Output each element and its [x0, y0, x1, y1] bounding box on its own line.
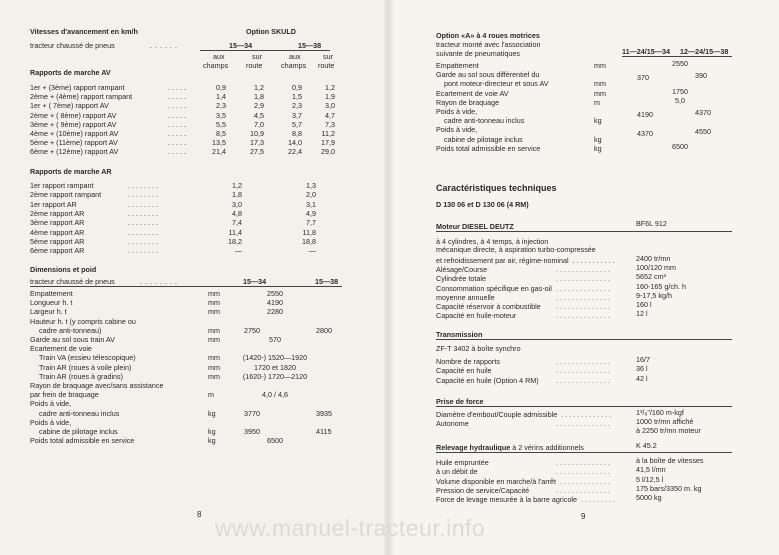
opt-row-label: Ecartement de voie AV [436, 88, 509, 98]
opt-unit: kg [594, 134, 602, 144]
dim-unit: m [208, 390, 214, 400]
trans-spec-value: 42 l [636, 373, 648, 383]
trans-spec-label: Nombre de rapports [436, 357, 500, 366]
ar-value: 11,8 [302, 227, 316, 237]
opt-row-label: cadre anti-tonneau inclus [444, 116, 525, 126]
dim-row-label: Empattement [30, 289, 73, 298]
dot-leader: . . . . . . . . . . . . . . [556, 302, 610, 311]
opt-unit: mm [594, 79, 606, 89]
av-value: 17,3 [250, 138, 264, 148]
av-value: 2,3 [216, 101, 226, 111]
ar-row-label: 4ème rapport AR [30, 227, 85, 237]
dot-leader: . . . . . . . . . . . . . . [556, 458, 610, 467]
dim-unit: mm [208, 325, 220, 335]
tech-title: Caractéristiques techniques [436, 183, 557, 193]
ar-row-label: 2ème rapport rampant [30, 190, 102, 200]
dim-value-a: 3950 [244, 427, 260, 436]
dot-leader: . . . . . [168, 129, 186, 138]
pto-spec-value: 1000 tr/mn affiché [636, 417, 694, 426]
dim-row-label: Poids à vide, [30, 417, 72, 427]
dot-leader: . . . . . . . . . . . [572, 256, 615, 265]
opt-row-label: Garde au sol sous différentiel du [436, 70, 540, 80]
ar-value: 18,2 [228, 236, 242, 246]
dot-leader: . . . . . . . . [128, 181, 158, 190]
trans-spec-label: Capacité en huile [436, 366, 492, 376]
engine-spec-value: 12 l [636, 309, 648, 319]
dim-value-b: 2800 [316, 325, 332, 335]
pto-spec-label: Autonome [436, 419, 469, 428]
tire-combo-2: 12—24/15—38 [680, 47, 729, 56]
dot-leader: . . . . . . . . . . . . . . [556, 292, 610, 302]
col-sur-1: sur [252, 52, 262, 61]
hyd-spec-label: Pression de service/Capacité [436, 485, 530, 495]
dim-rule [30, 286, 342, 287]
hyd-rule [436, 452, 732, 453]
opt-value-mid: 2550 [672, 59, 688, 68]
dim-title: Dimensions et poid [30, 265, 97, 274]
opt-value-a: 370 [637, 73, 649, 83]
dots: ........ [140, 277, 180, 286]
av-value: 5,5 [216, 119, 226, 129]
hyd-model: K 45.2 [636, 441, 657, 450]
option-4rm-title: Option «A» à 4 roues motrices [436, 31, 540, 40]
dim-row-label: Train VA (essieu télescopique) [39, 353, 136, 363]
hyd-spec-label: Volume disponible en marche/à l'arrêt [436, 476, 557, 486]
ar-row-label: 6ème rapport AR [30, 246, 85, 256]
dot-leader: . . . . . . . . . . . . . [560, 476, 610, 486]
hyd-spec-value: 5 l/12,5 l [636, 474, 664, 484]
engine-spec-label: Capacité en huile-moteur [436, 311, 517, 321]
speed-title: Vitesses d'avancement en km/h [30, 27, 138, 36]
dim-value-mid: 4190 [267, 298, 283, 308]
ar-value: 3,0 [232, 199, 242, 209]
opt-row-label: Poids total admissible en service [436, 143, 541, 153]
tractor-label: tracteur chaussé de pneus [30, 41, 115, 50]
hyd-spec-value: 175 bars/3350 m. kg [636, 483, 702, 493]
av-value: 3,7 [292, 110, 302, 120]
ar-value: — [308, 246, 316, 256]
dim-value-b: 4115 [316, 427, 332, 436]
av-value: 8,5 [216, 129, 226, 138]
dot-leader: . . . . . . . . . . . . . . [556, 311, 610, 321]
dot-leader: . . . . . . . . [128, 236, 158, 246]
av-value: 4,7 [325, 110, 335, 120]
dim-value-mid: (1620-) 1720—2120 [242, 371, 308, 381]
dim-row-label: Largeur h. t [30, 307, 67, 317]
av-value: 1,2 [325, 83, 335, 92]
dot-leader: . . . . . [168, 119, 186, 129]
hyd-title: Relevage hydraulique [436, 443, 511, 452]
page-number-left: 8 [197, 510, 202, 519]
dim-unit: kg [208, 408, 216, 418]
ar-value: 1,8 [232, 190, 242, 200]
dim-value-mid: 1720 et 1820 [254, 362, 296, 372]
hyd-spec-label: Huile empruntée [436, 458, 489, 467]
ar-row-label: 3ème rapport AR [30, 218, 85, 228]
av-value: 1,5 [292, 92, 302, 102]
engine-spec-value: 100/120 mm [636, 263, 676, 273]
book-gutter [384, 0, 394, 555]
av-value: 5,7 [292, 119, 302, 129]
col-aux-1: aux [213, 52, 225, 61]
right-header-rule [622, 56, 732, 57]
opt-value-b: 4370 [695, 108, 711, 118]
hyd-suffix: à 2 vérins additionnels [512, 443, 584, 452]
dots: ...... [150, 41, 180, 50]
hyd-spec-value: à la boîte de vitesses [636, 456, 704, 465]
ar-row-label: 2ème rapport AR [30, 208, 85, 218]
av-row-label: 6ème + (12ème) rapport AV [30, 147, 119, 157]
hyd-spec-label: Force de levage mesurée à la barre agricole [436, 495, 578, 505]
page-number-right: 9 [581, 512, 586, 521]
dim-row-label: par frein de braquage [30, 390, 99, 400]
pto-title: Prise de force [436, 397, 484, 406]
av-value: 7,0 [254, 119, 264, 129]
dim-row-label: Rayon de braquage avec/sans assistance [30, 381, 164, 390]
tire-15-38: 15—38 [298, 41, 322, 50]
trans-spec-label: Capacité en huile (Option 4 RM) [436, 375, 539, 385]
dim-row-label: Hauteur h. t (y compris cabine ou [30, 316, 136, 326]
dot-leader: . . . . . [168, 83, 186, 92]
av-value: 22,4 [288, 147, 302, 157]
opt-value-mid: 5,0 [675, 95, 685, 105]
header-rule [200, 50, 330, 51]
dim-row-label: cadre anti-tonneau) [39, 325, 102, 335]
pto-spec-value: à 2250 tr/mn moteur [636, 426, 701, 435]
dim-unit: mm [208, 335, 220, 344]
av-row-label: 2ème + (4ème) rapport rampant [30, 92, 133, 102]
models-line: D 130 06 et D 130 06 (4 RM) [436, 200, 529, 209]
ar-title: Rapports de marche AR [30, 167, 112, 176]
ar-value: — [234, 246, 242, 256]
col-sur-2: sur [323, 52, 333, 61]
dim-row-label: Garde au sol sous train AV [30, 335, 115, 344]
dot-leader: . . . . . . . . [128, 208, 158, 218]
av-value: 1,4 [216, 92, 226, 102]
trans-spec-value: 36 l [636, 364, 648, 374]
dim-tractor-label: tracteur chaussé de pneus [30, 277, 115, 286]
col-champs-1: champs [203, 61, 229, 70]
engine-spec-value: 9-17,5 kg/h [636, 290, 672, 300]
av-value: 3,0 [325, 101, 335, 111]
opt-row-label: Rayon de braquage [436, 97, 500, 107]
engine-spec-label: Consommation spécifique en gas-oil [436, 283, 552, 293]
ar-value: 4,9 [306, 208, 316, 218]
dot-leader: . . . . . . . . . . . . . . [556, 375, 610, 385]
engine-spec-label: Alésage/Course [436, 265, 488, 275]
dot-leader: . . . . . . . . . . . . . . [556, 419, 610, 428]
av-value: 2,3 [292, 101, 302, 111]
dim-value-mid: 4,0 / 4,6 [262, 390, 288, 400]
trans-title: Transmission [436, 330, 483, 339]
ar-row-label: 5ème rapport AR [30, 236, 85, 246]
engine-model: BF6L 912 [636, 219, 667, 228]
av-value: 7,3 [325, 119, 335, 129]
dot-leader: . . . . . [168, 92, 186, 102]
dot-leader: . . . . . . . . . . . . . . [556, 283, 610, 293]
dim-row-label: Poids total admissible en service [30, 436, 135, 446]
av-value: 0,9 [216, 83, 226, 92]
av-row-label: 5ème + (11ème) rapport AV [30, 138, 118, 148]
opt-row-label: Empattement [436, 61, 479, 70]
opt-unit: kg [594, 143, 602, 153]
av-value: 27,5 [250, 147, 264, 157]
engine-desc-2: mécanique directe, à aspiration turbo-compressée [436, 245, 596, 254]
engine-spec-label: Cylindrée totale [436, 274, 486, 284]
dim-unit: kg [208, 427, 216, 436]
av-value: 21,4 [212, 147, 226, 157]
engine-spec-label: Capacité réservoir à combustible [436, 302, 541, 311]
opt-unit: m [594, 97, 600, 107]
av-row-label: 2ème + ( 8ème) rapport AV [30, 110, 117, 120]
engine-spec-value: 5652 cm³ [636, 272, 666, 282]
dot-leader: . . . . . . . . . . . . . . [556, 467, 610, 477]
engine-spec-label: moyenne annuelle [436, 292, 495, 302]
av-value: 11,2 [321, 129, 335, 138]
hyd-heading [436, 443, 584, 452]
av-value: 0,9 [292, 83, 302, 92]
dot-leader: . . . . . . . . . . . . . . [556, 366, 610, 376]
dim-row-label: Longueur h. t [30, 298, 73, 308]
dim-unit: mm [208, 362, 220, 372]
engine-desc-1: à 4 cylindres, à 4 temps, à injection [436, 237, 549, 246]
opt-value-a: 4370 [637, 128, 653, 138]
dim-value-mid: 2280 [267, 307, 283, 317]
tire-15-34: 15—34 [229, 41, 253, 50]
dot-leader: . . . . . . . . . . . . . . [556, 357, 610, 366]
dot-leader: . . . . . [168, 138, 186, 148]
av-row-label: 1er + ( 7ème) rapport AV [30, 101, 109, 111]
dim-unit: mm [208, 298, 220, 308]
dim-unit: mm [208, 371, 220, 381]
av-row-label: 3ème + ( 9ème) rapport AV [30, 119, 117, 129]
engine-rule [436, 231, 732, 232]
ar-value: 7,7 [306, 218, 316, 228]
engine-spec-value: 2400 tr/mn [636, 254, 671, 263]
dim-value-mid: (1420-) 1520—1920 [242, 353, 308, 363]
dot-leader: . . . . . . . . [128, 246, 158, 256]
dot-leader: . . . . . . . . . [581, 495, 615, 505]
av-value: 1,2 [254, 83, 264, 92]
av-row-label: 1er + (3ème) rapport rampant [30, 83, 125, 92]
ar-value: 7,4 [232, 218, 242, 228]
ar-value: 3,1 [306, 199, 316, 209]
dot-leader: . . . . . . . . . . . . . . [556, 265, 610, 275]
opt-row-label: cabine de pilotage inclus [444, 134, 523, 144]
dim-row-label: Ecartement de voie [30, 344, 92, 354]
ar-value: 1,3 [306, 181, 316, 190]
dim-value-b: 3935 [316, 408, 332, 418]
ar-value: 2,0 [306, 190, 316, 200]
dim-unit: mm [208, 289, 220, 298]
opt-row-label: pont moteur-directeur et sous AV [444, 79, 549, 89]
dot-leader: . . . . . [168, 101, 186, 111]
intro-line-2: suivante de pneumatiques [436, 49, 520, 58]
hyd-spec-label: à un débit de [436, 467, 478, 477]
av-value: 1,8 [254, 92, 264, 102]
trans-rule [436, 339, 732, 340]
dim-tire-2: 15—38 [315, 277, 339, 286]
pto-spec-value: 1³/₈"/160 m-kgf [636, 408, 684, 417]
opt-value-a: 4190 [637, 110, 653, 120]
dim-tire-1: 15—34 [243, 277, 267, 286]
trans-model: ZF-T 3402 à boîte synchro [436, 344, 521, 353]
ar-value: 11,4 [228, 227, 242, 237]
av-value: 8,8 [292, 129, 302, 138]
pto-spec-label: Diamètre d'embout/Couple admissible [436, 410, 558, 419]
tire-combo-1: 11—24/15—34 [622, 47, 670, 56]
hyd-spec-value: 5000 kg [636, 493, 662, 503]
watermark-text: www.manuel-tracteur.info [215, 515, 486, 541]
pto-rule [436, 406, 732, 407]
engine-title: Moteur DIESEL DEUTZ [436, 222, 514, 231]
dot-leader: . . . . . [168, 110, 186, 120]
dim-unit: mm [208, 353, 220, 363]
ar-row-label: 1er rapport AR [30, 199, 77, 209]
opt-value-mid: 6500 [672, 141, 688, 151]
opt-row-label: Poids à vide, [436, 125, 478, 135]
av-value: 29,0 [321, 147, 335, 157]
dot-leader: . . . . . . . . . . . . . . [556, 485, 610, 495]
opt-unit: mm [594, 61, 606, 70]
col-route-1: route [246, 61, 263, 70]
dim-unit: kg [208, 436, 216, 446]
dim-row-label: Train AR (roues à voile plein) [39, 362, 132, 372]
av-value: 3,5 [216, 110, 226, 120]
intro-line-1: tracteur monté avec l'association [436, 40, 541, 49]
av-title: Rapports de marche AV [30, 68, 111, 77]
av-value: 17,9 [321, 138, 335, 148]
ar-row-label: 1er rapport rampant [30, 181, 94, 190]
av-value: 4,5 [254, 110, 264, 120]
av-row-label: 4ème + (10ème) rapport AV [30, 129, 119, 138]
dim-value-mid: 570 [269, 335, 281, 344]
dim-row-label: Poids à vide, [30, 399, 72, 409]
av-value: 10,9 [250, 129, 264, 138]
opt-value-mid: 1750 [672, 86, 688, 96]
dot-leader: . . . . . . . . . . . . . . [556, 274, 610, 284]
dim-row-label: cadre anti-tonneau inclus [39, 408, 120, 418]
av-value: 2,9 [254, 101, 264, 111]
dot-leader: . . . . . . . . . . . . . [561, 410, 612, 419]
dim-value-a: 2750 [244, 325, 260, 335]
av-value: 1,9 [325, 92, 335, 102]
dot-leader: . . . . . . . . [128, 199, 158, 209]
dim-value-a: 3770 [244, 408, 260, 418]
dim-value-mid: 2550 [267, 289, 283, 298]
dim-unit: mm [208, 307, 220, 317]
dim-row-label: cabine de pilotage inclus [39, 427, 118, 436]
dot-leader: . . . . . . . . [128, 218, 158, 228]
ar-value: 18,8 [302, 236, 316, 246]
dot-leader: . . . . . . . . [128, 190, 158, 200]
opt-row-label: Poids à vide, [436, 107, 478, 116]
av-value: 14,0 [288, 138, 302, 148]
engine-spec-label: et refroidissement par air, régime-nominal [436, 256, 569, 265]
dim-row-label: Train AR (roues à gradins) [39, 371, 124, 381]
trans-spec-value: 16/7 [636, 355, 650, 364]
col-aux-2: aux [289, 52, 301, 61]
opt-unit: kg [594, 116, 602, 126]
engine-spec-value: 160-165 g/ch. h [636, 281, 686, 291]
engine-spec-value: 160 l [636, 300, 652, 309]
av-value: 13,5 [212, 138, 226, 148]
opt-value-b: 4550 [695, 126, 711, 136]
opt-unit: mm [594, 88, 606, 98]
opt-value-b: 390 [695, 71, 707, 81]
ar-value: 4,8 [232, 208, 242, 218]
dot-leader: . . . . . . . . [128, 227, 158, 237]
dot-leader: . . . . . [168, 147, 186, 157]
dim-value-mid: 6500 [267, 436, 283, 446]
col-champs-2: champs [281, 61, 307, 70]
hyd-spec-value: 41,5 l/mn [636, 465, 666, 475]
col-route-2: route [318, 61, 335, 70]
ar-value: 1,2 [232, 181, 242, 190]
option-skuld: Option SKULD [246, 27, 296, 36]
